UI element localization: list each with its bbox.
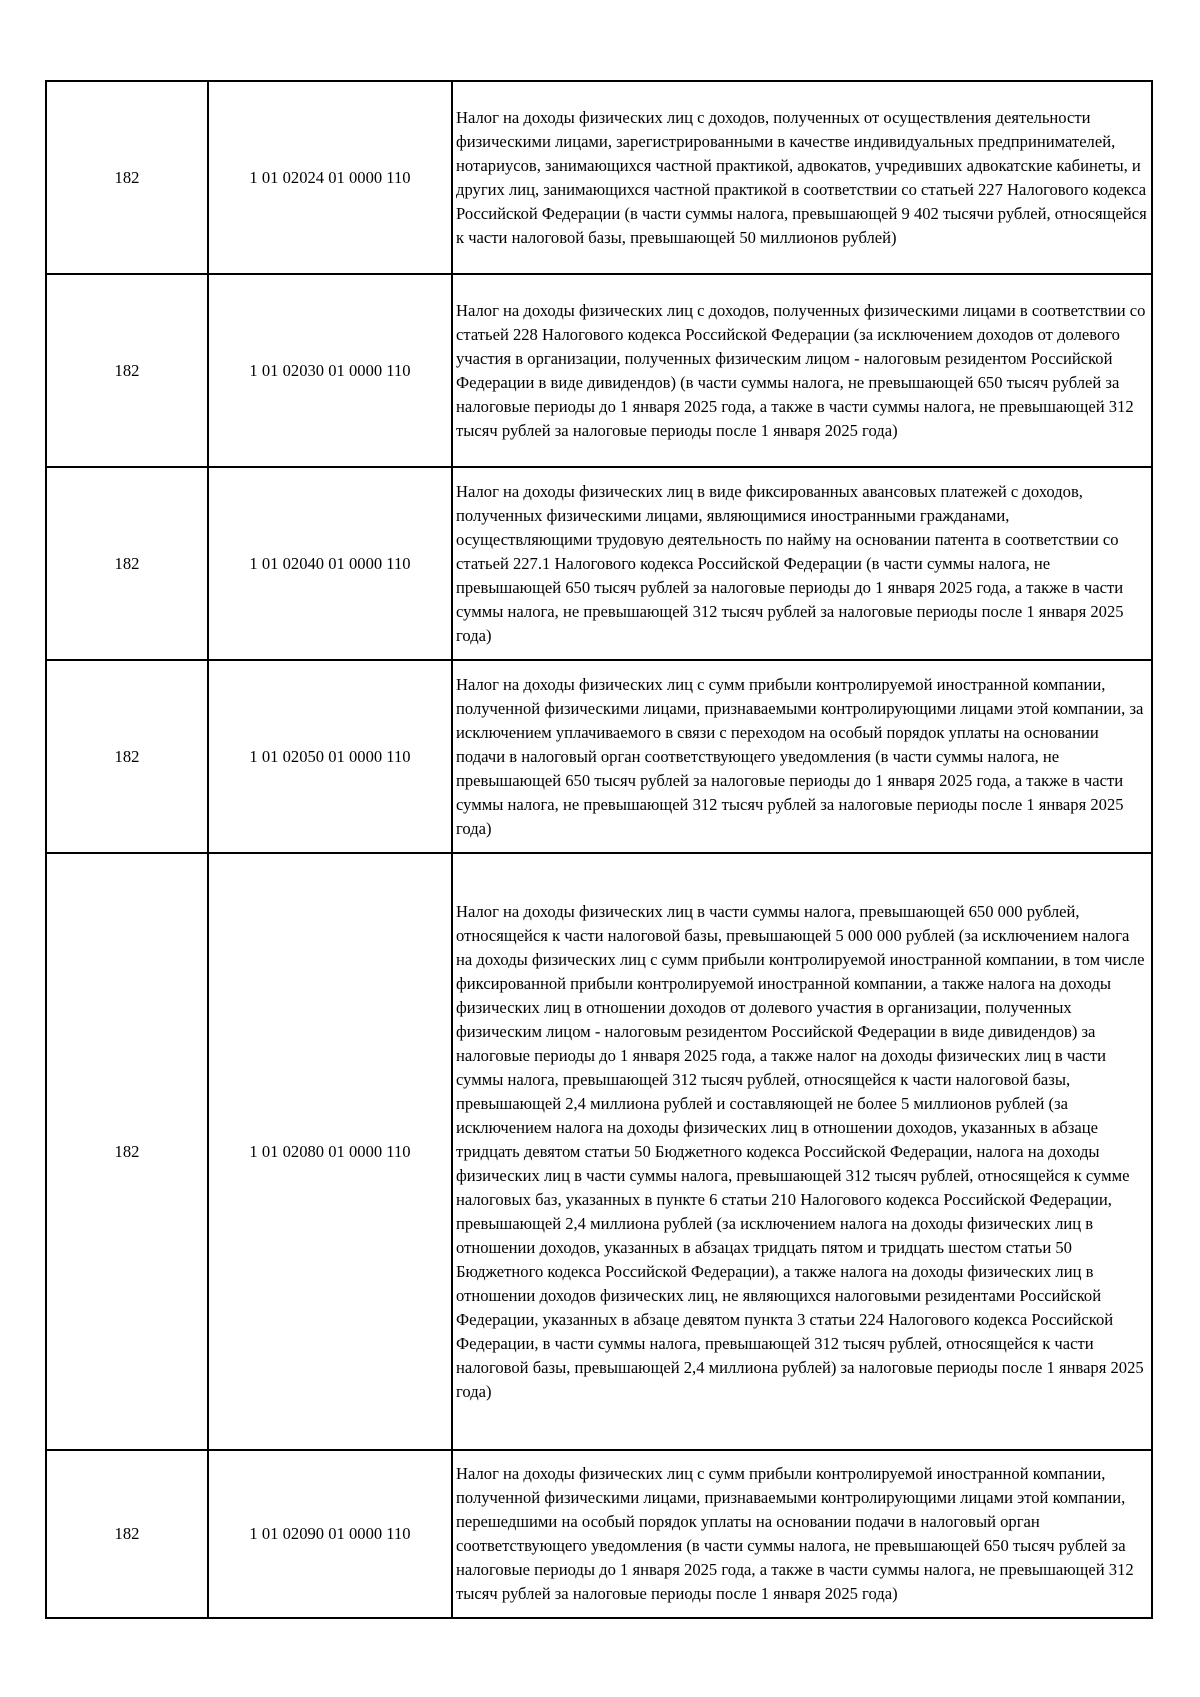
revenue-name-cell	[452, 660, 1152, 853]
kbk-code-cell: 1 01 02080 01 0000 110	[208, 853, 452, 1450]
admin-code-cell: 182	[46, 274, 208, 467]
budget-classification-table	[45, 80, 1153, 1619]
revenue-name-text: Налог на доходы физических лиц в части суммы налога, превышающей 650 000 рублей, относящейся к части налоговой базы, превышающей 5 000 000 рублей (за исключением налога на доходы физических лиц с сумм прибыли контролируемой иностранной компании, в том числе фиксированной прибыли контролируемой иностранной компании, а также налога на доходы физических лиц в отношении доходов от долевого участия в организации, полученных физическим лицом - налоговым резидентом Российской Федерации в виде дивидендов) за налоговые периоды до 1 января 2025 года, а также налог на доходы физических лиц в части суммы налога, превышающей 312 тысяч рублей, относящейся к части налоговой базы, превышающей 2,4 миллиона рублей и составляющей не более 5 миллионов рублей (за исключением налога на доходы физических лиц в отношении доходов, указанных в абзаце тридцать девятом статьи 50 Бюджетного кодекса Российской Федерации, налога на доходы физических лиц в части суммы налога, превышающей 312 тысяч рублей, относящейся к сумме налоговых баз, указанных в пункте 6 статьи 210 Налогового кодекса Российской Федерации, превышающей 2,4 миллиона рублей (за исключением налога на доходы физических лиц в отношении доходов, указанных в абзацах тридцать пятом и тридцать шестом статьи 50 Бюджетного кодекса Российской Федерации), а также налога на доходы физических лиц в отношении доходов физических лиц, не являющихся налоговыми резидентами Российской Федерации, указанных в абзаце девятом пункта 3 статьи 224 Налогового кодекса Российской Федерации, в части суммы налога, превышающей 312 тысяч рублей, относящейся к части налоговой базы, превышающей 2,4 миллиона рублей) за налоговые периоды после 1 января 2025 года)	[456, 901, 1145, 1401]
admin-code-cell: 182	[46, 1450, 208, 1618]
admin-code-cell: 182	[46, 81, 208, 274]
table-row	[46, 81, 1152, 274]
kbk-code-cell: 1 01 02090 01 0000 110	[208, 1450, 452, 1618]
table-row	[46, 660, 1152, 853]
revenue-name-text: Налог на доходы физических лиц с сумм прибыли контролируемой иностранной компании, полученной физическими лицами, признаваемыми контролирующими лицами этой компании, за исключением уплачиваемого в связи с переходом на особый порядок уплаты на основании подачи в налоговый орган соответствующего уведомления (в части суммы налога, не превышающей 650 тысяч рублей за налоговые периоды до 1 января 2025 года, а также в части суммы налога, не превышающей 312 тысяч рублей за налоговые периоды после 1 января 2025 года)	[456, 674, 1144, 838]
kbk-code-cell: 1 01 02040 01 0000 110	[208, 467, 452, 660]
admin-code-cell: 182	[46, 853, 208, 1450]
revenue-name-cell	[452, 467, 1152, 660]
kbk-code-cell: 1 01 02030 01 0000 110	[208, 274, 452, 467]
revenue-name-text: Налог на доходы физических лиц с сумм прибыли контролируемой иностранной компании, полученной физическими лицами, признаваемыми контролирующими лицами этой компании, перешедшими на особый порядок уплаты на основании подачи в налоговый орган соответствующего уведомления (в части суммы налога, не превышающей 650 тысяч рублей за налоговые периоды до 1 января 2025 года, а также в части суммы налога, не превышающей 312 тысяч рублей за налоговые периоды после 1 января 2025 года)	[456, 1464, 1134, 1603]
table-row	[46, 1450, 1152, 1618]
revenue-name-cell	[452, 81, 1152, 274]
revenue-name-cell	[452, 853, 1152, 1450]
admin-code-cell: 182	[46, 467, 208, 660]
table-row	[46, 274, 1152, 467]
admin-code-cell: 182	[46, 660, 208, 853]
table-row	[46, 467, 1152, 660]
revenue-name-cell	[452, 1450, 1152, 1618]
kbk-code-cell: 1 01 02024 01 0000 110	[208, 81, 452, 274]
revenue-name-text: Налог на доходы физических лиц с доходов, полученных физическими лицами в соответствии со статьей 228 Налогового кодекса Российской Федерации (за исключением доходов от долевого участия в организации, полученных физическим лицом - налоговым резидентом Российской Федерации в виде дивидендов) (в части суммы налога, не превышающей 650 тысяч рублей за налоговые периоды до 1 января 2025 года, а также в части суммы налога, не превышающей 312 тысяч рублей за налоговые периоды после 1 января 2025 года)	[456, 300, 1146, 440]
revenue-name-text: Налог на доходы физических лиц с доходов, полученных от осуществления деятельности физическими лицами, зарегистрированными в качестве индивидуальных предпринимателей, нотариусов, занимающихся частной практикой, адвокатов, учредивших адвокатские кабинеты, и других лиц, занимающихся частной практикой в соответствии со статьей 227 Налогового кодекса Российской Федерации (в части суммы налога, превышающей 9 402 тысячи рублей, относящейся к части налоговой базы, превышающей 50 миллионов рублей)	[456, 107, 1147, 247]
kbk-code-cell: 1 01 02050 01 0000 110	[208, 660, 452, 853]
revenue-name-text: Налог на доходы физических лиц в виде фиксированных авансовых платежей с доходов, полученных физическими лицами, являющимися иностранными гражданами, осуществляющими трудовую деятельность по найму на основании патента в соответствии со статьей 227.1 Налогового кодекса Российской Федерации (в части суммы налога, не превышающей 650 тысяч рублей за налоговые периоды до 1 января 2025 года, а также в части суммы налога, не превышающей 312 тысяч рублей за налоговые периоды после 1 января 2025 года)	[456, 481, 1124, 645]
revenue-name-cell	[452, 274, 1152, 467]
table-row	[46, 853, 1152, 1450]
